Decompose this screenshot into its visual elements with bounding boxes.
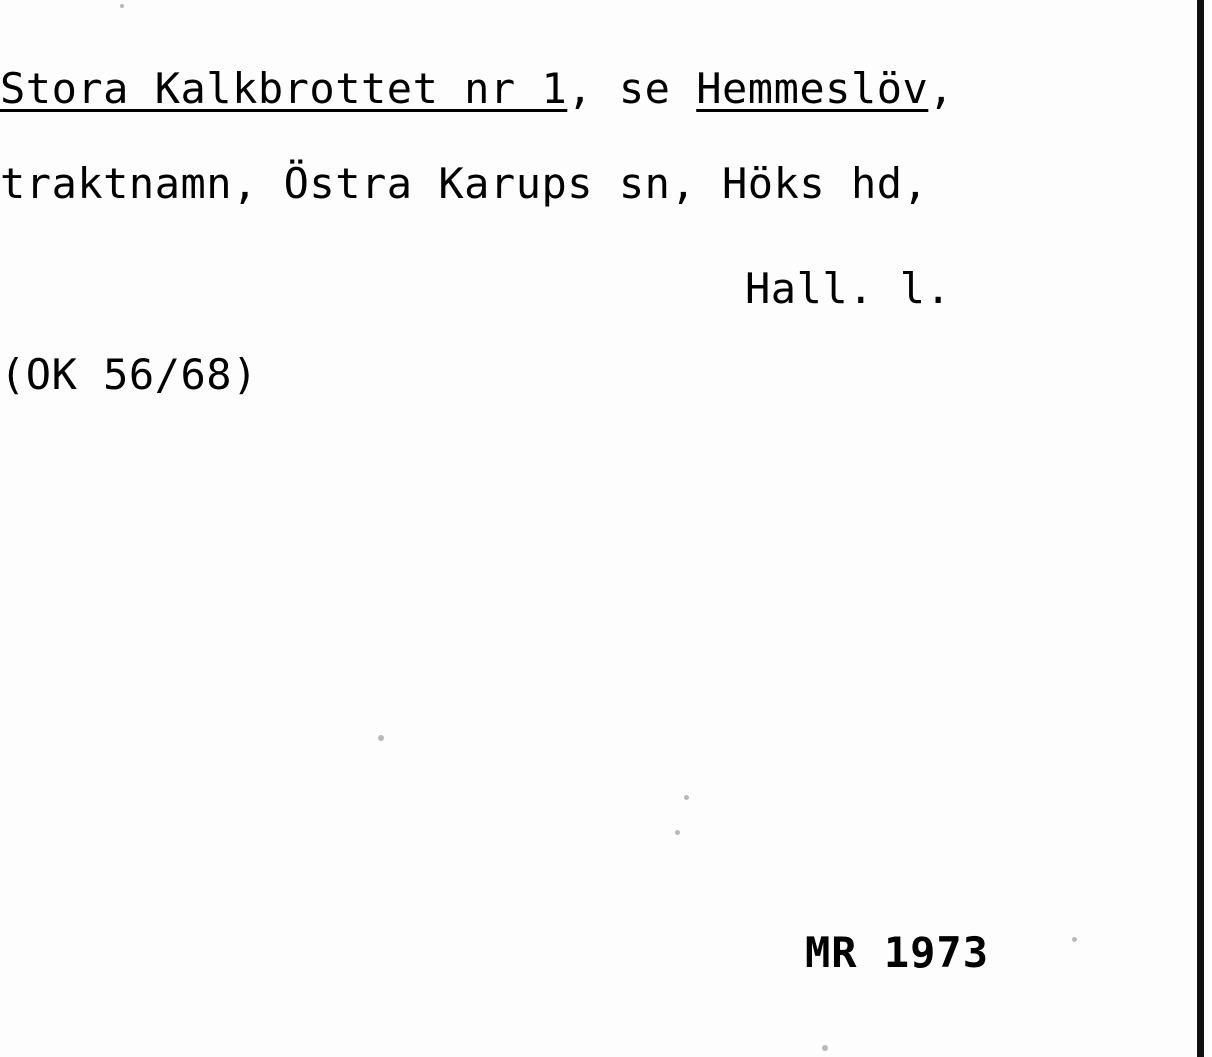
card-line-parish: traktnamn, Östra Karups sn, Höks hd, [0, 159, 929, 208]
scan-edge-band [1197, 0, 1204, 1057]
card-line-source-note: (OK 56/68) [0, 350, 258, 399]
card-line-province: Hall. l. [745, 264, 952, 313]
scan-speck [120, 4, 124, 8]
scan-speck [684, 795, 689, 800]
cross-reference-prefix: , se [567, 64, 697, 113]
card-line-signature: MR 1973 [805, 928, 990, 977]
cross-reference-suffix: , [928, 64, 955, 113]
headword-text: Stora Kalkbrottet nr 1 [0, 64, 568, 113]
scan-speck [822, 1045, 828, 1051]
card-line-headword [0, 64, 955, 113]
scan-speck [1072, 937, 1077, 942]
scan-edge-margin [1204, 0, 1212, 1057]
scan-speck [675, 830, 680, 835]
cross-reference-text: Hemmeslöv [696, 64, 929, 113]
scan-speck [378, 735, 384, 741]
